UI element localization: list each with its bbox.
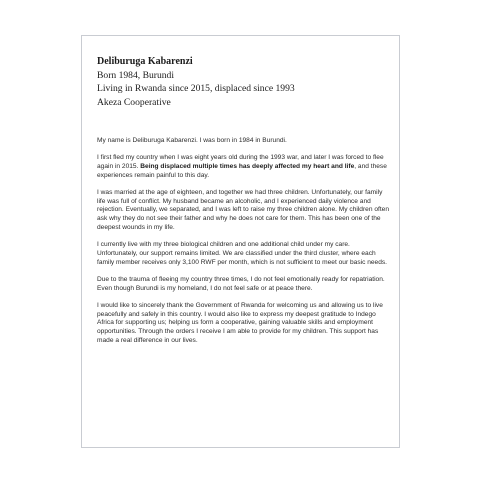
paragraph-gratitude: I would like to sincerely thank the Government of Rwanda for welcoming us and allowing us to live peacefully and safely in this country. I would also like to express my deepest gratitude to Indego Africa for supporting us; helping us form a cooperative, gaining valuable skills and employment opportunities. Through the orders I receive I am able to provide for my children. This support has made a real difference in our lives. <box>97 301 383 344</box>
paragraph-displacement-start: I first fled my country when I was eight years old during the 1993 war, and later I was forced to flee again in 2015. <box>97 154 384 170</box>
paragraph-support: I currently live with my three biological children and one additional child under my care. Unfortunately, our support remains limited. We are classified under the third cluster, where each family member receives only 3,100 RWF per month, which is not sufficient to meet our basic needs. <box>97 241 388 266</box>
paragraph-displacement-end: , and these experiences remain painful to this day. <box>97 163 387 179</box>
person-name: Deliburuga Kabarenzi <box>97 56 193 67</box>
paragraph-displacement-emphasis: Being displaced multiple times has deeply affected my heart and life <box>140 163 355 170</box>
paragraph-family: I was married at the age of eighteen, and together we had three children. Unfortunately, our family life was full of conflict. My husband became an alcoholic, and I experienced daily violence and rejection. Eventually, we separated, and I was left to raise my three children alone. My children often ask why they do not see their father and why he does not care for them. This has been one of the deepest wounds in my life. <box>97 189 389 231</box>
residence-info: Living in Rwanda since 2015, displaced since 1993 <box>97 83 295 95</box>
birth-info: Born 1984, Burundi <box>97 69 175 81</box>
paragraph-displacement <box>97 154 389 180</box>
profile-header <box>97 55 387 109</box>
cooperative-name: Akeza Cooperative <box>97 96 171 108</box>
paragraph-repatriation: Due to the trauma of fleeing my country three times, I do not feel emotionally ready for repatriation. Even though Burundi is my homeland, I do not feel safe or at peace there. <box>97 275 385 292</box>
document-page <box>81 35 400 448</box>
paragraph-intro: My name is Deliburuga Kabarenzi. I was born in 1984 in Burundi. <box>97 137 287 144</box>
story-body <box>97 137 389 354</box>
